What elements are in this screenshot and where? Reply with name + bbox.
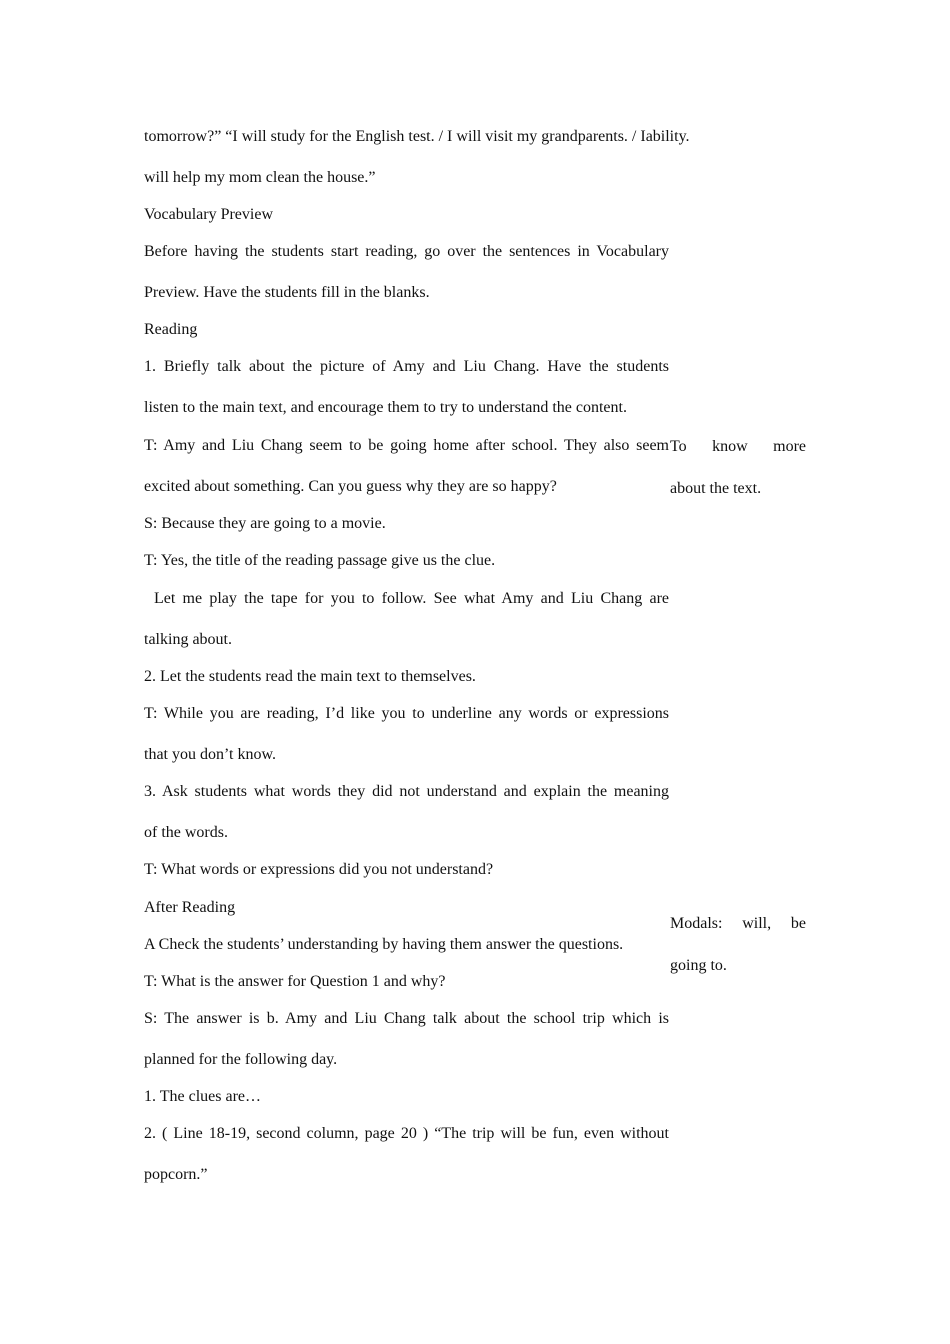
- text-line: 2. Let the students read the main text to themselves.: [144, 668, 476, 685]
- text-line: popcorn.”: [144, 1166, 208, 1183]
- text-line: 3. Ask students what words they did not understand and explain the meaning: [144, 783, 669, 800]
- text-line: T: What is the answer for Question 1 and why?: [144, 973, 446, 990]
- text-line: Preview. Have the students fill in the blanks.: [144, 284, 430, 301]
- side-note: Modals: will, be: [670, 915, 806, 932]
- text-line: A Check the students’ understanding by having them answer the questions.: [144, 936, 624, 953]
- text-line: S: The answer is b. Amy and Liu Chang talk about the school trip which is: [144, 1010, 669, 1027]
- text-line: listen to the main text, and encourage them to try to understand the content.: [144, 399, 627, 416]
- text-line: talking about.: [144, 631, 232, 648]
- text-line: planned for the following day.: [144, 1051, 338, 1068]
- text-line: Let me play the tape for you to follow. See what Amy and Liu Chang are: [154, 590, 669, 607]
- section-heading: Reading: [144, 321, 198, 338]
- text-line: T: While you are reading, I’d like you to underline any words or expressions: [144, 705, 669, 722]
- text-line: 1. The clues are…: [144, 1088, 261, 1105]
- text-line: of the words.: [144, 824, 228, 841]
- text-line: T: What words or expressions did you not understand?: [144, 861, 494, 878]
- text-line: excited about something. Can you guess why they are so happy?: [144, 478, 557, 495]
- text-line: 1. Briefly talk about the picture of Amy and Liu Chang. Have the students: [144, 358, 669, 375]
- text-line: 2. ( Line 18-19, second column, page 20 ) “The trip will be fun, even without: [144, 1125, 669, 1142]
- section-heading: Vocabulary Preview: [144, 206, 273, 223]
- side-note: about the text.: [670, 480, 762, 497]
- text-line: T: Yes, the title of the reading passage give us the clue.: [144, 552, 496, 569]
- text-line: S: Because they are going to a movie.: [144, 515, 386, 532]
- text-line: will help my mom clean the house.”: [144, 169, 376, 186]
- side-note: To know more: [670, 438, 806, 455]
- text-line: tomorrow?” “I will study for the English test. / I will visit my grandparents. / Iability.: [144, 128, 690, 145]
- side-note: going to.: [670, 957, 727, 974]
- text-line: Before having the students start reading, go over the sentences in Vocabulary: [144, 243, 669, 260]
- section-heading: After Reading: [144, 899, 236, 916]
- text-line: that you don’t know.: [144, 746, 276, 763]
- text-line: T: Amy and Liu Chang seem to be going home after school. They also seem: [144, 437, 669, 454]
